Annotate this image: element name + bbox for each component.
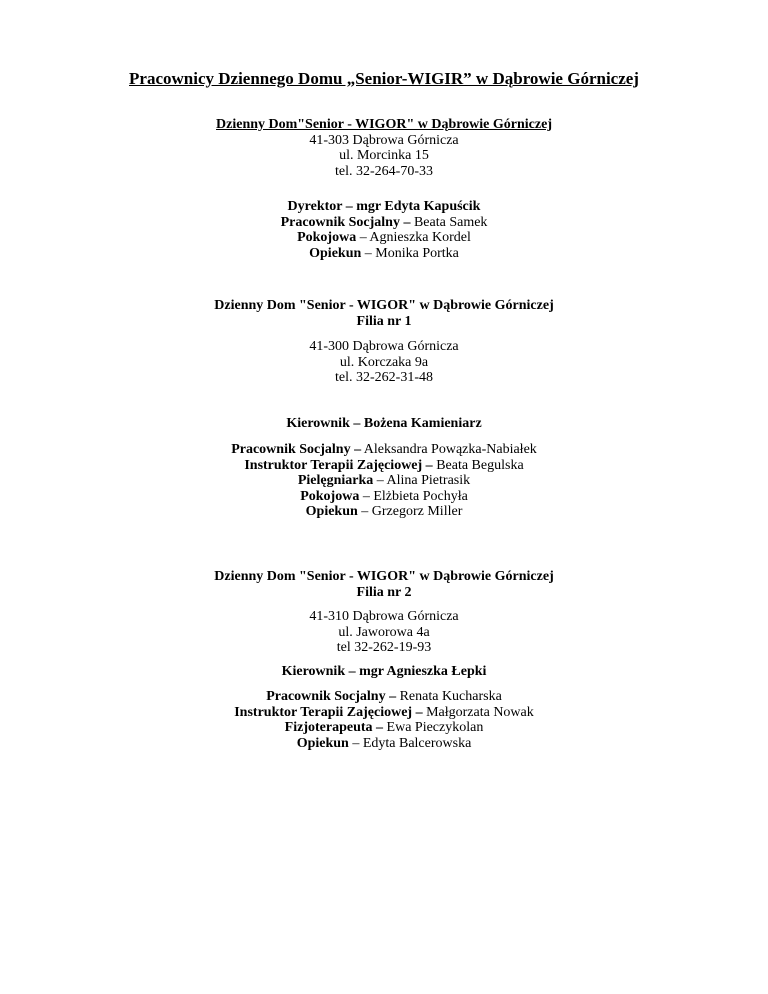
staff-entry: Dyrektor – mgr Edyta Kapuścik — [287, 199, 481, 214]
filia2-head — [0, 664, 768, 680]
main-address-postal: 41-303 Dąbrowa Górnicza — [309, 132, 459, 148]
filia1-address-phone: tel. 32-262-31-48 — [335, 370, 433, 385]
staff-entry: Instruktor Terapii Zajęciowej – Małgorzata Nowak — [234, 704, 534, 720]
filia1-address-postal: 41-300 Dąbrowa Górnicza — [309, 339, 459, 354]
main-address-street: ul. Morcinka 15 — [339, 148, 429, 163]
staff-entry: Fizjoterapeuta – Ewa Pieczykolan — [284, 720, 484, 735]
filia1-address-street: ul. Korczaka 9a — [339, 354, 429, 370]
staff-entry: Instruktor Terapii Zajęciowej – Beata Begulska — [244, 457, 524, 473]
filia1-address — [0, 339, 768, 386]
staff-entry: Opiekun – Grzegorz Miller — [305, 504, 463, 519]
filia2-header — [0, 569, 768, 600]
main-facility-header — [0, 117, 768, 179]
filia1-subtitle: Filia nr 1 — [356, 313, 412, 329]
page-title: Pracownicy Dziennego Domu „Senior-WIGIR” w Dąbrowie Górniczej — [129, 69, 639, 88]
filia1-name: Dzienny Dom "Senior - WIGOR" w Dąbrowie Górniczej — [214, 298, 554, 313]
staff-entry: Pielęgniarka – Alina Pietrasik — [297, 473, 471, 488]
filia2-address-phone: tel 32-262-19-93 — [336, 640, 432, 655]
filia1-header — [0, 298, 768, 329]
staff-entry: Pracownik Socjalny – Beata Samek — [280, 214, 488, 230]
filia2-name: Dzienny Dom "Senior - WIGOR" w Dąbrowie Górniczej — [214, 569, 554, 584]
filia2-address-postal: 41-310 Dąbrowa Górnicza — [309, 609, 459, 624]
staff-entry: Pracownik Socjalny – Renata Kucharska — [266, 689, 502, 704]
staff-entry: Opiekun – Edyta Balcerowska — [296, 735, 472, 751]
main-staff-list — [0, 199, 768, 261]
filia2-manager: Kierownik – mgr Agnieszka Łepki — [281, 664, 487, 679]
filia2-address — [0, 609, 768, 656]
filia2-staff-list — [0, 689, 768, 751]
filia1-manager: Kierownik – Bożena Kamieniarz — [286, 416, 482, 431]
filia2-subtitle: Filia nr 2 — [356, 584, 412, 600]
main-facility-name: Dzienny Dom"Senior - WIGOR" w Dąbrowie Górniczej — [216, 117, 552, 132]
filia1-head — [0, 416, 768, 432]
staff-entry: Opiekun – Monika Portka — [309, 245, 459, 261]
main-address-phone: tel. 32-264-70-33 — [335, 163, 433, 179]
staff-entry: Pokojowa – Agnieszka Kordel — [297, 230, 471, 245]
staff-entry: Pokojowa – Elżbieta Pochyła — [300, 488, 468, 504]
staff-entry: Pracownik Socjalny – Aleksandra Powązka-Nabiałek — [231, 442, 537, 457]
filia2-address-street: ul. Jaworowa 4a — [338, 624, 430, 640]
filia1-staff-list — [0, 442, 768, 520]
